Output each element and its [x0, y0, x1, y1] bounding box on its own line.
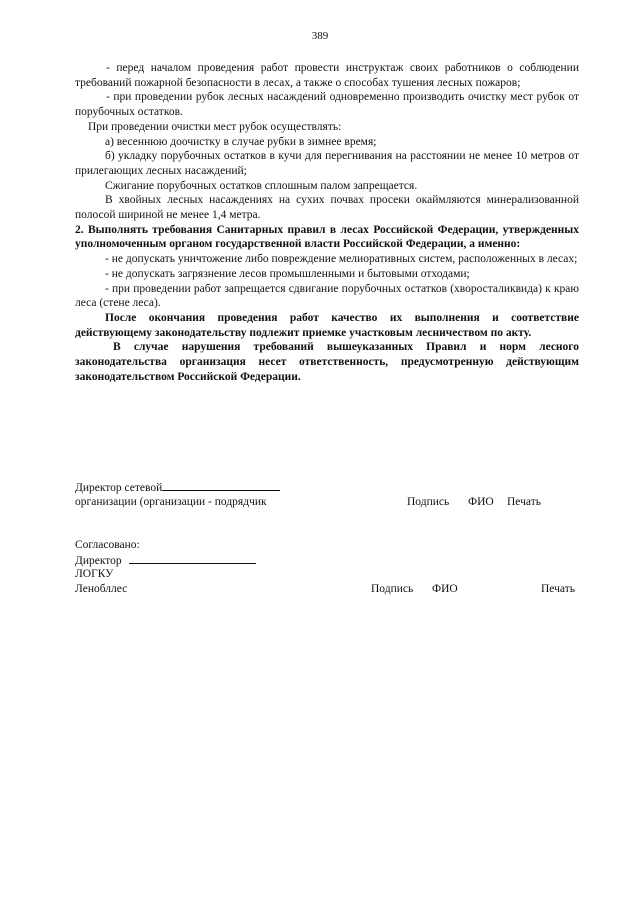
paragraph-sanitary-rules: 2. Выполнять требования Санитарных правил в лесах Российской Федерации, утвержденных уполномоченным органом государственной власти Российской Федерации, а именно: [75, 223, 579, 251]
contractor-fio-label: ФИО [468, 495, 494, 508]
contractor-line1: Директор сетевой [75, 482, 163, 494]
paragraph-clearing-strip: В хвойных лесных насаждениях на сухих почвах просеки окаймляются минерализованной полосой шириной не менее 1,4 метра. [75, 194, 579, 222]
approval-pechat-label: Печать [541, 583, 575, 596]
paragraph-burning-ban: Сжигание порубочных остатков сплошным палом запрещается. [105, 179, 418, 192]
paragraph-cleanup-intro: При проведении очистки мест рубок осуществлять: [88, 120, 342, 133]
paragraph-pollution: - не допускать загрязнение лесов промышленными и бытовыми отходами; [105, 267, 470, 280]
approval-org1: ЛОГКУ [75, 568, 114, 581]
page-number: 389 [311, 30, 329, 42]
approval-agreed: Согласовано: [75, 539, 140, 551]
paragraph-item-a: а) весеннюю доочистку в случае рубки в зимнее время; [105, 135, 377, 148]
paragraph-item-b: б) укладку порубочных остатков в кучи для перегнивания на расстоянии не менее 10 метров от прилегающих лесных насаждений; [75, 150, 579, 177]
paragraph-residue-shifting: - при проведении работ запрещается сдвигание порубочных остатков (хворосталиквида) к краю леса (стене леса). [75, 282, 579, 310]
paragraph-fire-instruction: - перед началом проведения работ провести инструктаж своих работников о соблюдении требований пожарной безопасности в лесах, а также о способах тушения лесных пожаров; [75, 62, 579, 89]
approval-podpis-label: Подпись [371, 583, 414, 596]
signature-underline [129, 553, 256, 564]
contractor-podpis-label: Подпись [407, 495, 450, 508]
document-body [75, 61, 579, 384]
approval-fio-label: ФИО [432, 583, 458, 596]
paragraph-acceptance: После окончания проведения работ качество их выполнения и соответствие действующему законодательству подлежит приемке участковым лесничеством по акту. [75, 311, 579, 339]
signature-block-approval [75, 538, 579, 597]
paragraph-melioration: - не допускать уничтожение либо повреждение мелиоративных систем, расположенных в лесах; [105, 253, 578, 266]
contractor-line2: организации (организации - подрядчик [75, 495, 267, 508]
contractor-pechat-label: Печать [507, 495, 541, 508]
paragraph-liability: В случае нарушения требований вышеуказанных Правил и норм лесного законодательства организация несет ответственность, предусмотренную действующим законодательством Российской Федерации. [75, 341, 579, 383]
signature-underline [162, 480, 280, 491]
approval-org2: Ленобллес [75, 583, 128, 596]
approval-director: Директор [75, 554, 122, 567]
paragraph-cleanup-during-felling: - при проведении рубок лесных насаждений одновременно производить очистку мест рубок от порубочных остатков. [75, 91, 579, 119]
signature-block-contractor [75, 480, 579, 509]
